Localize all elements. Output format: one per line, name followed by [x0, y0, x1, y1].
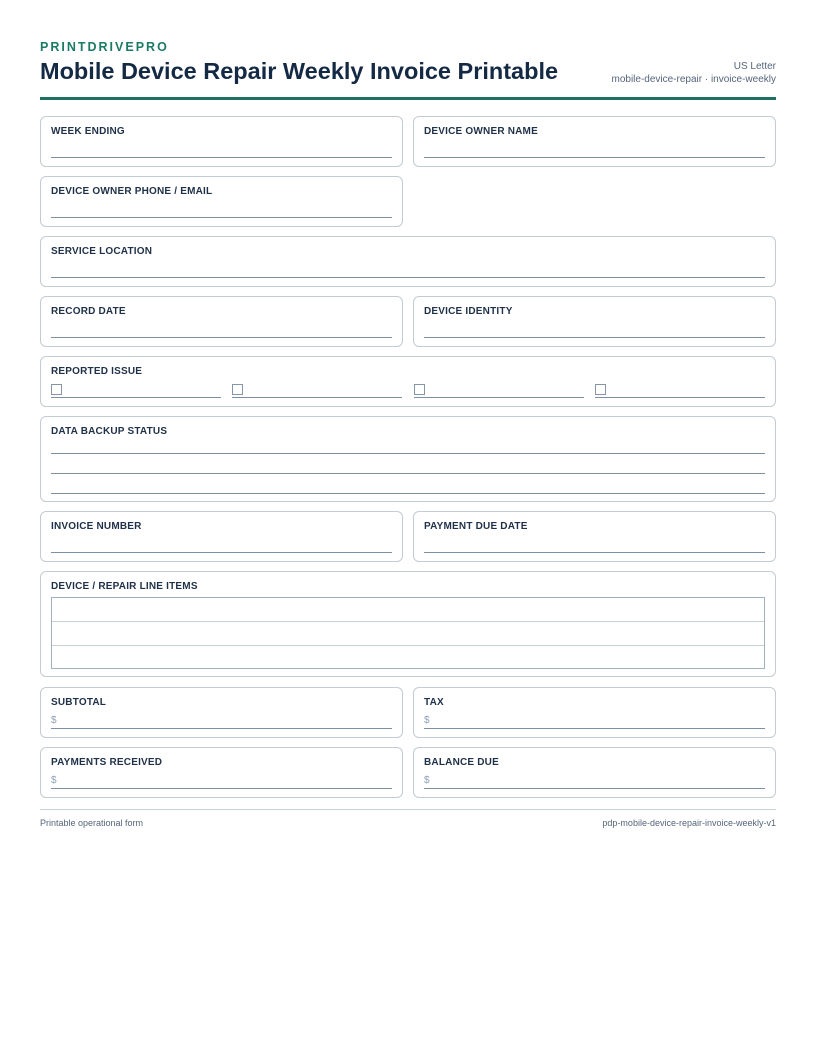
document-tags: mobile-device-repair · invoice-weekly — [611, 74, 776, 85]
page-title: Mobile Device Repair Weekly Invoice Printable — [40, 58, 559, 84]
subtotal-label: SUBTOTAL — [51, 697, 107, 708]
payment-due-date-field — [413, 511, 776, 562]
tax-field — [413, 687, 776, 738]
reported-issue-label: REPORTED ISSUE — [51, 366, 143, 377]
week-ending-input-line[interactable] — [51, 157, 392, 158]
data-backup-status-line-1[interactable] — [51, 453, 765, 454]
tax-currency: $ — [424, 715, 430, 726]
device-owner-contact-input-line[interactable] — [51, 217, 392, 218]
payment-due-date-input-line[interactable] — [424, 552, 765, 553]
device-owner-contact-label: DEVICE OWNER PHONE / EMAIL — [51, 186, 213, 197]
subtotal-field — [40, 687, 403, 738]
table-row[interactable] — [52, 598, 764, 622]
service-location-input-line[interactable] — [51, 277, 765, 278]
week-ending-label: WEEK ENDING — [51, 126, 125, 137]
footer-form-id: pdp-mobile-device-repair-invoice-weekly-v1 — [602, 818, 776, 828]
device-owner-name-field — [413, 116, 776, 167]
document-meta — [611, 60, 776, 86]
reported-issue-checkbox-1[interactable] — [51, 384, 62, 395]
table-row[interactable] — [52, 646, 764, 670]
line-items-label: DEVICE / REPAIR LINE ITEMS — [51, 581, 198, 592]
reported-issue-checkbox-4[interactable] — [595, 384, 606, 395]
device-identity-input-line[interactable] — [424, 337, 765, 338]
payments-received-input-line[interactable] — [51, 788, 392, 789]
payments-received-currency: $ — [51, 775, 57, 786]
service-location-label: SERVICE LOCATION — [51, 246, 153, 257]
invoice-number-input-line[interactable] — [51, 552, 392, 553]
data-backup-status-line-2[interactable] — [51, 473, 765, 474]
payments-received-field — [40, 747, 403, 798]
device-identity-label: DEVICE IDENTITY — [424, 306, 513, 317]
reported-issue-checkbox-2[interactable] — [232, 384, 243, 395]
footer-left-text: Printable operational form — [40, 818, 144, 828]
payments-received-label: PAYMENTS RECEIVED — [51, 757, 163, 768]
reported-issue-option-line-2[interactable] — [232, 397, 402, 398]
invoice-number-label: INVOICE NUMBER — [51, 521, 142, 532]
footer-rule — [40, 809, 776, 810]
invoice-number-field — [40, 511, 403, 562]
balance-due-label: BALANCE DUE — [424, 757, 499, 768]
balance-due-currency: $ — [424, 775, 430, 786]
subtotal-input-line[interactable] — [51, 728, 392, 729]
device-owner-contact-field — [40, 176, 403, 227]
balance-due-input-line[interactable] — [424, 788, 765, 789]
record-date-label: RECORD DATE — [51, 306, 126, 317]
device-owner-name-input-line[interactable] — [424, 157, 765, 158]
tax-input-line[interactable] — [424, 728, 765, 729]
tax-label: TAX — [424, 697, 444, 708]
device-identity-field — [413, 296, 776, 347]
subtotal-currency: $ — [51, 715, 57, 726]
record-date-input-line[interactable] — [51, 337, 392, 338]
record-date-field — [40, 296, 403, 347]
brand-name: PRINTDRIVEPRO — [40, 40, 169, 54]
reported-issue-field — [40, 356, 776, 407]
balance-due-field — [413, 747, 776, 798]
week-ending-field — [40, 116, 403, 167]
header-rule — [40, 97, 776, 100]
line-items-table — [51, 597, 765, 669]
payment-due-date-label: PAYMENT DUE DATE — [424, 521, 528, 532]
reported-issue-option-line-3[interactable] — [414, 397, 584, 398]
reported-issue-option-line-1[interactable] — [51, 397, 221, 398]
line-items-section — [40, 571, 776, 677]
reported-issue-checkbox-3[interactable] — [414, 384, 425, 395]
paper-size: US Letter — [733, 61, 776, 72]
data-backup-status-label: DATA BACKUP STATUS — [51, 426, 168, 437]
reported-issue-option-line-4[interactable] — [595, 397, 765, 398]
service-location-field — [40, 236, 776, 287]
data-backup-status-line-3[interactable] — [51, 493, 765, 494]
device-owner-name-label: DEVICE OWNER NAME — [424, 126, 538, 137]
table-row[interactable] — [52, 622, 764, 646]
data-backup-status-field — [40, 416, 776, 502]
